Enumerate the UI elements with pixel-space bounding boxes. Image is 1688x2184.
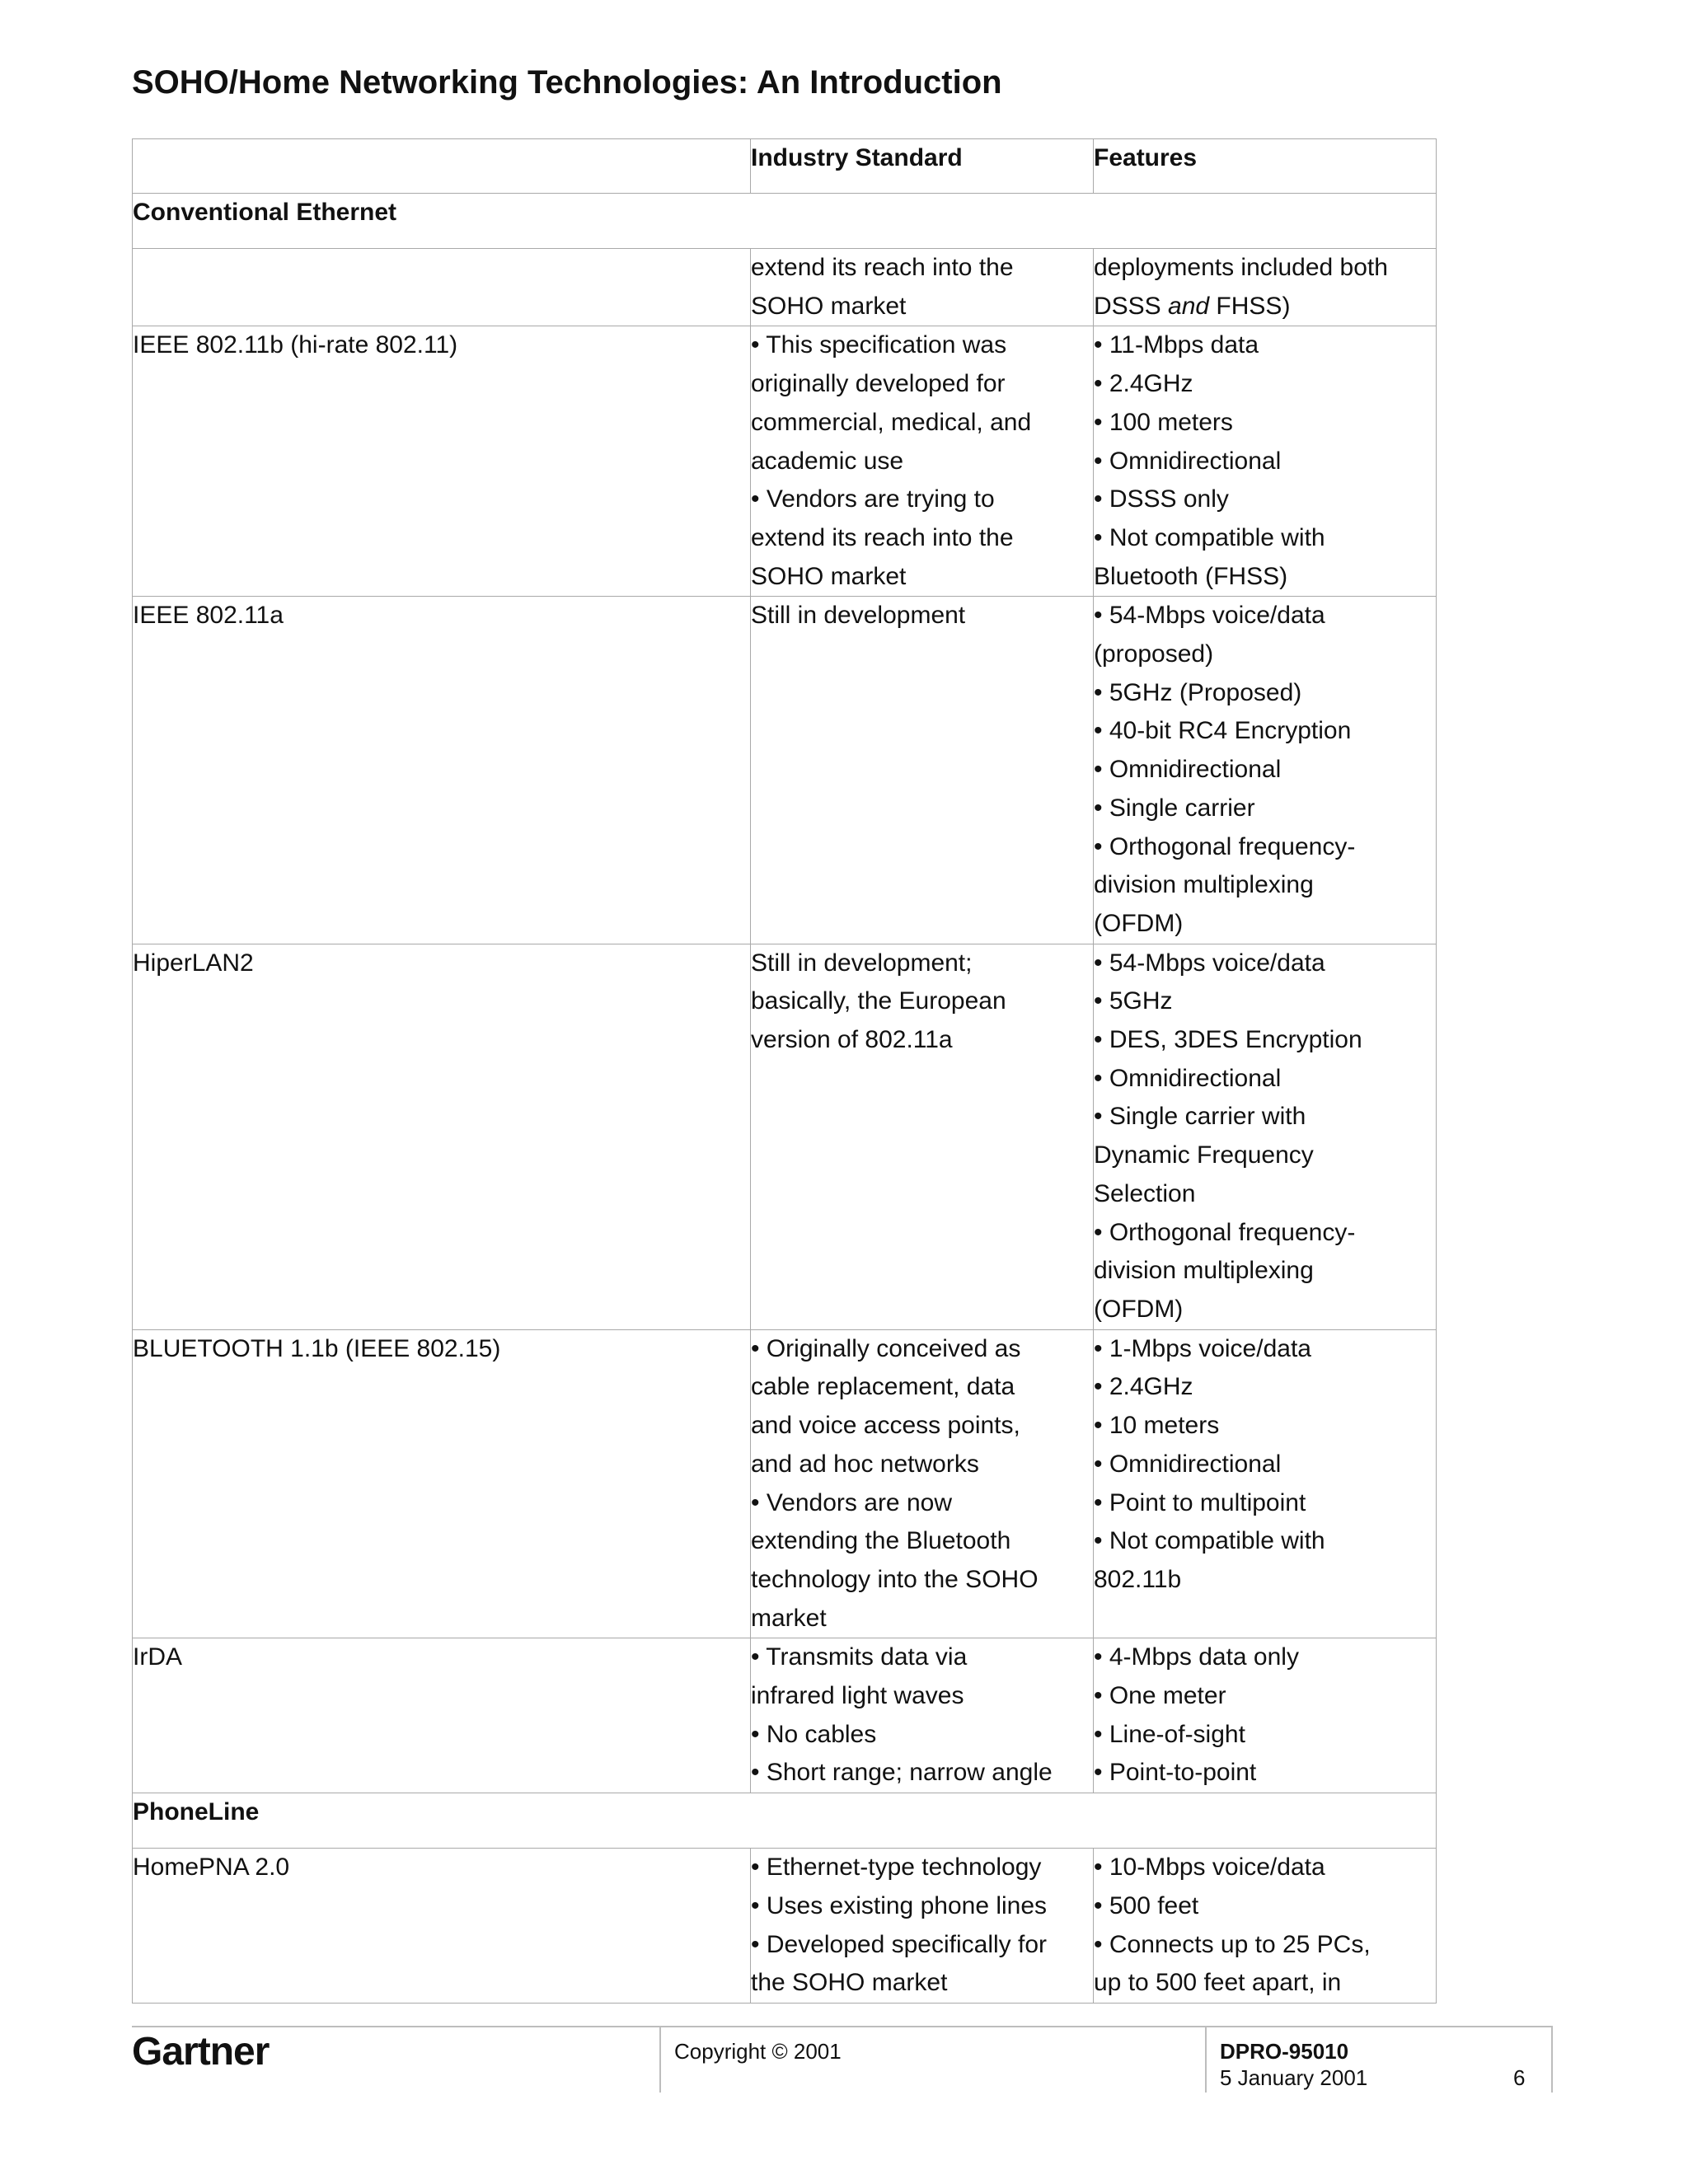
row-features-cell	[1094, 944, 1437, 1329]
cell-line: • Transmits data via	[751, 1643, 968, 1671]
row-standard-cell	[751, 326, 1094, 597]
footer-column-divider	[659, 2027, 661, 2093]
cell-line: version of 802.11a	[751, 1026, 953, 1054]
row-name-cell	[133, 944, 751, 1329]
header-industry-standard: Industry Standard	[751, 139, 1094, 194]
footer-divider	[132, 2026, 1553, 2027]
cell-line: • Short range; narrow angle	[751, 1759, 1053, 1787]
cell-line: • Orthogonal frequency-	[1094, 1218, 1356, 1246]
row-name-cell	[133, 1329, 751, 1638]
cell-line: • 1-Mbps voice/data	[1094, 1334, 1311, 1362]
cell-line: Still in development;	[751, 949, 973, 977]
cell-line: • 54-Mbps voice/data	[1094, 949, 1325, 977]
row-features-cell	[1094, 249, 1437, 326]
section-label: Conventional Ethernet	[133, 194, 1437, 249]
cell-line: • 54-Mbps voice/data	[1094, 602, 1325, 630]
row-name: IEEE 802.11a	[133, 602, 284, 630]
cell-line: • Vendors are trying to	[751, 485, 995, 513]
table-row-bluetooth	[133, 1329, 1437, 1638]
row-standard-cell	[751, 1849, 1094, 2004]
row-features-cell	[1094, 1638, 1437, 1793]
cell-line: • Omnidirectional	[1094, 756, 1282, 784]
row-standard-cell	[751, 249, 1094, 326]
cell-line: • Omnidirectional	[1094, 1064, 1282, 1092]
cell-line: extend its reach into the	[751, 523, 1014, 551]
table-row-hiperlan2	[133, 944, 1437, 1329]
header-blank	[133, 139, 751, 194]
cell-line: • Omnidirectional	[1094, 447, 1282, 475]
row-features-cell	[1094, 326, 1437, 597]
footer-column-divider	[1551, 2027, 1553, 2093]
cell-line: division multiplexing	[1094, 871, 1314, 899]
cell-line: the SOHO market	[751, 1969, 948, 1997]
cell-line: (OFDM)	[1094, 909, 1184, 937]
row-features-cell	[1094, 597, 1437, 944]
cell-line: cable replacement, data	[751, 1373, 1015, 1401]
table-header-row	[133, 139, 1437, 194]
cell-line: • 4-Mbps data only	[1094, 1643, 1299, 1671]
cell-line: commercial, medical, and	[751, 408, 1032, 436]
cell-text: DSSS	[1094, 292, 1169, 320]
italic-text: and	[1168, 292, 1210, 320]
cell-line: • Vendors are now	[751, 1488, 952, 1516]
section-row-conventional-ethernet	[133, 194, 1437, 249]
cell-line: • Single carrier with	[1094, 1103, 1306, 1131]
cell-line: infrared light waves	[751, 1682, 964, 1710]
technology-table	[132, 138, 1437, 2004]
cell-line: • No cables	[751, 1720, 877, 1748]
cell-line: • 2.4GHz	[1094, 370, 1193, 398]
cell-line	[1094, 288, 1436, 326]
page-number: 6	[1513, 2065, 1526, 2090]
cell-line: basically, the European	[751, 987, 1006, 1015]
row-name-cell	[133, 326, 751, 597]
document-id: DPRO-95010	[1220, 2039, 1349, 2064]
page-title: SOHO/Home Networking Technologies: An Introduction	[132, 64, 1002, 101]
row-name: IEEE 802.11b (hi-rate 802.11)	[133, 331, 458, 359]
cell-line: division multiplexing	[1094, 1257, 1314, 1285]
cell-line: • 5GHz (Proposed)	[1094, 678, 1302, 706]
cell-line: Bluetooth (FHSS)	[1094, 562, 1288, 590]
table-row-ieee-802-11b	[133, 326, 1437, 597]
cell-line: (OFDM)	[1094, 1295, 1184, 1323]
section-row-phoneline	[133, 1793, 1437, 1849]
cell-line: • Orthogonal frequency-	[1094, 832, 1356, 860]
cell-line: • 11-Mbps data	[1094, 331, 1259, 359]
cell-line: • Not compatible with	[1094, 1527, 1325, 1555]
row-name-cell	[133, 1849, 751, 2004]
table-row-continued	[133, 249, 1437, 326]
cell-line: • 40-bit RC4 Encryption	[1094, 717, 1352, 745]
row-features-cell	[1094, 1329, 1437, 1638]
cell-line: • 500 feet	[1094, 1891, 1199, 1919]
row-name-cell	[133, 597, 751, 944]
table-row-homepna	[133, 1849, 1437, 2004]
section-label: PhoneLine	[133, 1793, 1437, 1849]
row-standard-cell	[751, 597, 1094, 944]
cell-line: Dynamic Frequency	[1094, 1141, 1314, 1169]
cell-line: • 10-Mbps voice/data	[1094, 1854, 1325, 1882]
cell-line: • This specification was	[751, 331, 1007, 359]
cell-line: originally developed for	[751, 370, 1006, 398]
cell-line: • Originally conceived as	[751, 1334, 1021, 1362]
cell-line: deployments included both	[1094, 254, 1388, 281]
cell-line: • 100 meters	[1094, 408, 1233, 436]
row-features-cell	[1094, 1849, 1437, 2004]
cell-line: and voice access points,	[751, 1412, 1020, 1440]
row-name: HomePNA 2.0	[133, 1854, 290, 1882]
cell-line: • 2.4GHz	[1094, 1373, 1193, 1401]
cell-line: 802.11b	[1094, 1565, 1182, 1593]
cell-line: market	[751, 1604, 827, 1632]
cell-line: • Developed specifically for	[751, 1930, 1048, 1958]
cell-line: • Connects up to 25 PCs,	[1094, 1930, 1371, 1958]
cell-line: • Single carrier	[1094, 794, 1255, 822]
cell-line: and ad hoc networks	[751, 1450, 979, 1478]
cell-line: (proposed)	[1094, 640, 1214, 668]
cell-line: Selection	[1094, 1179, 1196, 1207]
cell-line: • Point-to-point	[1094, 1759, 1257, 1787]
cell-line: extending the Bluetooth	[751, 1527, 1011, 1555]
cell-line: extend its reach into the	[751, 254, 1014, 281]
header-features: Features	[1094, 139, 1437, 194]
document-date: 5 January 2001	[1220, 2065, 1368, 2090]
cell-line: SOHO market	[751, 562, 907, 590]
cell-line: • Point to multipoint	[1094, 1488, 1306, 1516]
cell-text: FHSS)	[1209, 292, 1291, 320]
cell-line: up to 500 feet apart, in	[1094, 1969, 1342, 1997]
row-standard-cell	[751, 1638, 1094, 1793]
row-standard-cell	[751, 1329, 1094, 1638]
table-row-irda	[133, 1638, 1437, 1793]
cell-line: • DES, 3DES Encryption	[1094, 1026, 1362, 1054]
cell-line: • 10 meters	[1094, 1412, 1220, 1440]
cell-line: • DSSS only	[1094, 485, 1229, 513]
row-standard-cell	[751, 944, 1094, 1329]
row-name: BLUETOOTH 1.1b (IEEE 802.15)	[133, 1334, 501, 1362]
cell-line: • Ethernet-type technology	[751, 1854, 1042, 1882]
cell-line: • Line-of-sight	[1094, 1720, 1245, 1748]
row-name-cell	[133, 249, 751, 326]
cell-line: • Omnidirectional	[1094, 1450, 1282, 1478]
row-name: IrDA	[133, 1643, 182, 1671]
cell-line: SOHO market	[751, 292, 907, 320]
cell-line: • 5GHz	[1094, 987, 1173, 1015]
cell-line: Still in development	[751, 602, 966, 630]
footer-column-divider	[1205, 2027, 1207, 2093]
table-row-ieee-802-11a	[133, 597, 1437, 944]
cell-line: • Not compatible with	[1094, 523, 1325, 551]
row-name-cell	[133, 1638, 751, 1793]
cell-line: • One meter	[1094, 1682, 1226, 1710]
cell-line: technology into the SOHO	[751, 1565, 1039, 1593]
cell-line: • Uses existing phone lines	[751, 1891, 1048, 1919]
copyright-notice: Copyright © 2001	[674, 2039, 842, 2064]
gartner-logo: Gartner	[132, 2030, 270, 2074]
cell-line: academic use	[751, 447, 904, 475]
row-name: HiperLAN2	[133, 949, 254, 977]
